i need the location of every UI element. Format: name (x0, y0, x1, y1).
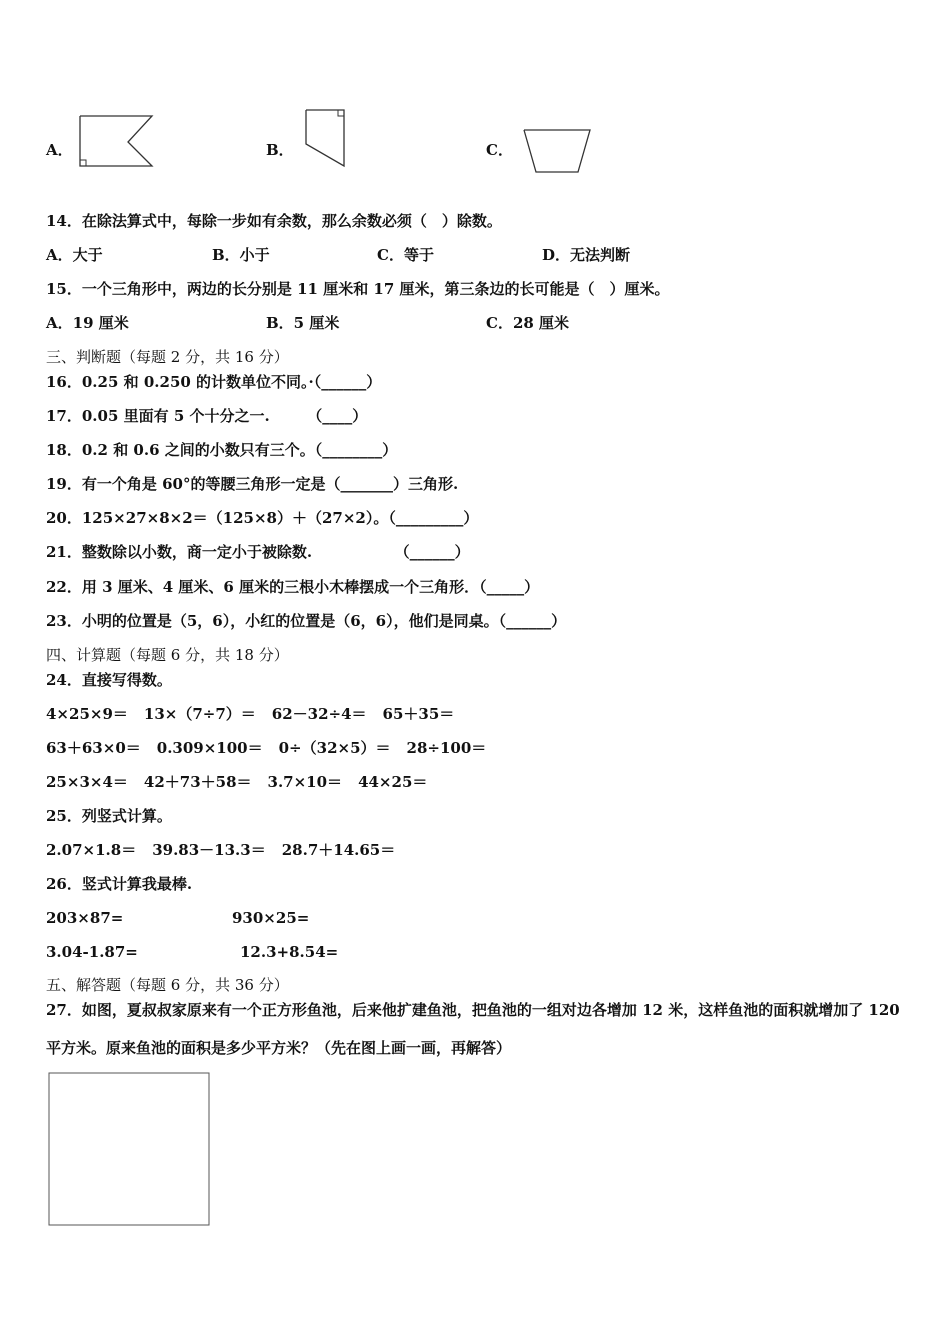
q13-option-a-label: A． (46, 141, 73, 159)
q14-option: C．等于 (377, 246, 434, 264)
q14-stem: 14．在除法算式中，每除一步如有余数，那么余数必须（ ）除数。 (46, 212, 502, 230)
q14-option: A．大于 (46, 246, 103, 264)
q14-option: B．小于 (212, 246, 270, 264)
judgment-item: 18．0.2 和 0.6 之间的小数只有三个。（________） (46, 441, 398, 459)
q15-option: A．19 厘米 (46, 314, 129, 332)
calc-item: 28.7＋14.65＝ (281, 841, 396, 859)
q26-item: 3.04-1.87= (46, 943, 138, 961)
q25-row (46, 840, 411, 860)
calc-item: 39.83－13.3＝ (152, 841, 266, 859)
judgment-item: 23．小明的位置是（5，6），小红的位置是（6，6），他们是同桌。（______） (46, 612, 567, 630)
q26-item: 12.3+8.54= (240, 943, 339, 961)
judgment-item: 20．125×27×8×2＝（125×8）＋（27×2）。（_________） (46, 509, 479, 527)
q15-option: C．28 厘米 (486, 314, 570, 332)
q25-stem: 25．列竖式计算。 (46, 807, 172, 825)
judgment-item: 19．有一个角是 60°的等腰三角形一定是（_______）三角形. (46, 475, 459, 493)
calc-item: 3.7×10＝ (267, 773, 343, 791)
q27-stem: 27．如图，夏叔叔家原来有一个正方形鱼池，后来他扩建鱼池，把鱼池的一组对边各增加 12 米，这样鱼池的面积就增加了 120 平方米。原来鱼池的面积是多少平方米？（先在图上画一画，再解答） (46, 1001, 900, 1057)
judgment-item: 16．0.25 和 0.250 的计数单位不同。·（______） (46, 373, 382, 391)
calc-item: 13×（7÷7）＝ (143, 705, 256, 723)
calc-item: 25×3×4＝ (46, 773, 128, 791)
q24-row-3 (46, 772, 443, 792)
calc-item: 28÷100＝ (406, 739, 487, 757)
q26-stem: 26．竖式计算我最棒. (46, 875, 193, 893)
calc-item: 65＋35＝ (382, 705, 455, 723)
judgment-item: 21．整数除以小数，商一定小于被除数. （______） (46, 543, 470, 561)
q24-row-2 (46, 738, 502, 758)
q27-square-figure (48, 1072, 212, 1228)
section3-title: 三、判断题（每题 2 分，共 16 分） (46, 348, 289, 366)
judgment-item: 22．用 3 厘米、4 厘米、6 厘米的三根小木棒摆成一个三角形．（_____） (46, 578, 540, 596)
q26-item: 203×87= (46, 909, 124, 927)
calc-item: 0÷（32×5）＝ (278, 739, 391, 757)
calc-item: 0.309×100＝ (156, 739, 263, 757)
q15-option: B．5 厘米 (266, 314, 340, 332)
q26-item: 930×25= (232, 909, 310, 927)
q15-stem: 15．一个三角形中，两边的长分别是 11 厘米和 17 厘米，第三条边的长可能是（ ）厘米。 (46, 280, 670, 298)
calc-item: 44×25＝ (358, 773, 428, 791)
calc-item: 2.07×1.8＝ (46, 841, 137, 859)
q14-option: D．无法判断 (542, 246, 631, 264)
q24-stem: 24．直接写得数。 (46, 671, 172, 689)
calc-item: 4×25×9＝ (46, 705, 128, 723)
judgment-item: 17．0.05 里面有 5 个十分之一. （____） (46, 407, 368, 425)
section5-title: 五、解答题（每题 6 分，共 36 分） (46, 976, 289, 994)
q13-option-b-label: B． (266, 141, 294, 159)
q13-shape-b-figure (302, 106, 352, 172)
calc-item: 62－32÷4＝ (271, 705, 367, 723)
calc-item: 63＋63×0＝ (46, 739, 141, 757)
q13-shape-c-figure (520, 126, 596, 176)
q24-row-1 (46, 704, 470, 724)
q13-shape-a-figure (76, 112, 158, 172)
q13-option-c-label: C． (486, 141, 513, 159)
section4-title: 四、计算题（每题 6 分，共 18 分） (46, 646, 289, 664)
calc-item: 42＋73＋58＝ (143, 773, 252, 791)
